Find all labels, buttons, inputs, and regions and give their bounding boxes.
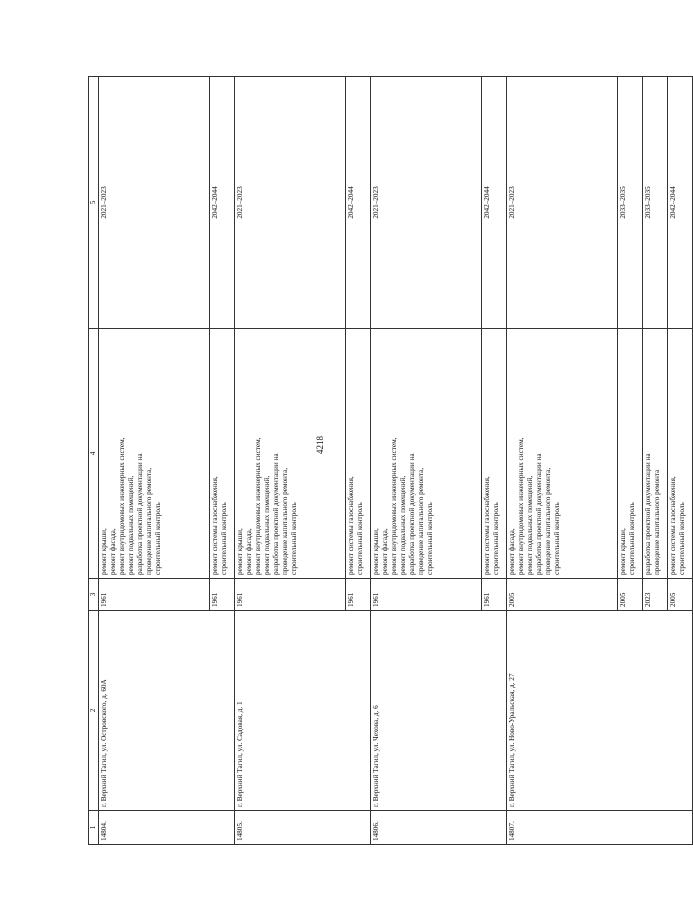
column-header-3: 3 [89,579,99,611]
period-cell: 2042–2044 [346,77,371,329]
work-item: ремонт подвальных помещений, [399,475,407,575]
work-item: проведение капитального ремонта, [417,467,425,575]
row-number-cell: 14804. [99,811,235,845]
period-cell: 2042–2044 [482,77,507,329]
work-item: строительный контроль [628,502,636,575]
table-row [235,77,346,845]
row-number-cell: 14806. [371,811,507,845]
work-item: ремонт системы газоснабжения, [347,476,355,575]
work-item: ремонт системы газоснабжения, [211,476,219,575]
period-cell: 2021–2023 [507,77,618,329]
address-cell: г. Верхний Тагил, ул. Островского, д. 60А [99,611,235,811]
work-item: разработка проектной документации на [644,453,652,575]
period-cell: 2042–2044 [210,77,235,329]
year-cell: 1961 [346,579,371,611]
works-cell [507,329,618,579]
period-cell: 2033–2035 [618,77,643,329]
address-cell: г. Верхний Тагил, ул. Садовая, д. 1 [235,611,371,811]
period-cell: 2021–2023 [235,77,346,329]
works-cell [643,329,668,579]
page-number: 4218 [315,436,325,454]
work-item: проведение капитального ремонта, [145,467,153,575]
address-cell: г. Верхний Тагил, ул. Чехова, д. 6 [371,611,507,811]
period-cell: 2033–2035 [643,77,668,329]
works-cell [99,329,210,579]
year-cell: 2005 [668,579,693,611]
period-cell: 2021–2023 [371,77,482,329]
works-cell [371,329,482,579]
work-item: ремонт подвальных помещений, [127,475,135,575]
work-item: ремонт внутридомовых инженерных систем, [118,437,126,575]
column-header-5: 5 [89,77,99,329]
works-cell [482,329,507,579]
table-row [371,77,482,845]
work-item: ремонт системы газоснабжения, [669,476,677,575]
work-item: строительный контроль [426,502,434,575]
year-cell: 1961 [99,579,210,611]
work-item: ремонт крыши, [619,528,627,575]
work-item: строительный контроль [356,502,364,575]
column-header-2: 2 [89,611,99,811]
work-item: строительный контроль [154,502,162,575]
period-cell: 2042–2044 [668,77,693,329]
work-item: ремонт внутридомовых инженерных систем, [517,437,525,575]
row-number-cell: 14807. [507,811,693,845]
work-item: разработка проектной документации на [136,453,144,575]
work-item: разработка проектной документации на [535,453,543,575]
work-item: проведение капитального ремонта, [281,467,289,575]
table-container [88,77,686,845]
work-item: ремонт подвальных помещений, [263,475,271,575]
work-item: ремонт фасада, [381,528,389,575]
column-header-4: 4 [89,329,99,579]
works-cell [346,329,371,579]
work-item: ремонт крыши, [236,528,244,575]
work-item: ремонт внутридомовых инженерных систем, [390,437,398,575]
year-cell: 2005 [618,579,643,611]
work-item: строительный контроль [492,502,500,575]
work-item: разработка проектной документации на [272,453,280,575]
year-cell: 2023 [643,579,668,611]
work-item: строительный контроль [553,502,561,575]
header-row [89,77,99,845]
column-header-1: 1 [89,811,99,845]
work-item: ремонт внутридомовых инженерных систем, [254,437,262,575]
work-item: разработка проектной документации на [408,453,416,575]
work-item: ремонт подвальных помещений, [526,475,534,575]
work-item: строительный контроль [290,502,298,575]
works-cell [618,329,643,579]
period-cell: 2021–2023 [99,77,210,329]
year-cell: 1961 [210,579,235,611]
year-cell: 1961 [235,579,346,611]
address-cell: г. Верхний Тагил, ул. Ново-Уральская, д. 27 [507,611,693,811]
table-row [99,77,210,845]
works-cell [668,329,693,579]
capital-repair-table [88,76,693,845]
work-item: строительный контроль [220,502,228,575]
work-item: проведение капитального ремонта, [544,467,552,575]
table-row [507,77,618,845]
work-item: строительный контроль [678,502,686,575]
work-item: проведение капитального ремонта [653,469,661,575]
year-cell: 2005 [507,579,618,611]
work-item: ремонт фасада, [245,528,253,575]
work-item: ремонт фасада, [109,528,117,575]
works-cell [210,329,235,579]
work-item: ремонт крыши, [372,528,380,575]
work-item: ремонт фасада, [508,528,516,575]
row-number-cell: 14805. [235,811,371,845]
work-item: ремонт системы газоснабжения, [483,476,491,575]
works-cell [235,329,346,579]
work-item: ремонт крыши, [100,528,108,575]
year-cell: 1961 [482,579,507,611]
year-cell: 1961 [371,579,482,611]
